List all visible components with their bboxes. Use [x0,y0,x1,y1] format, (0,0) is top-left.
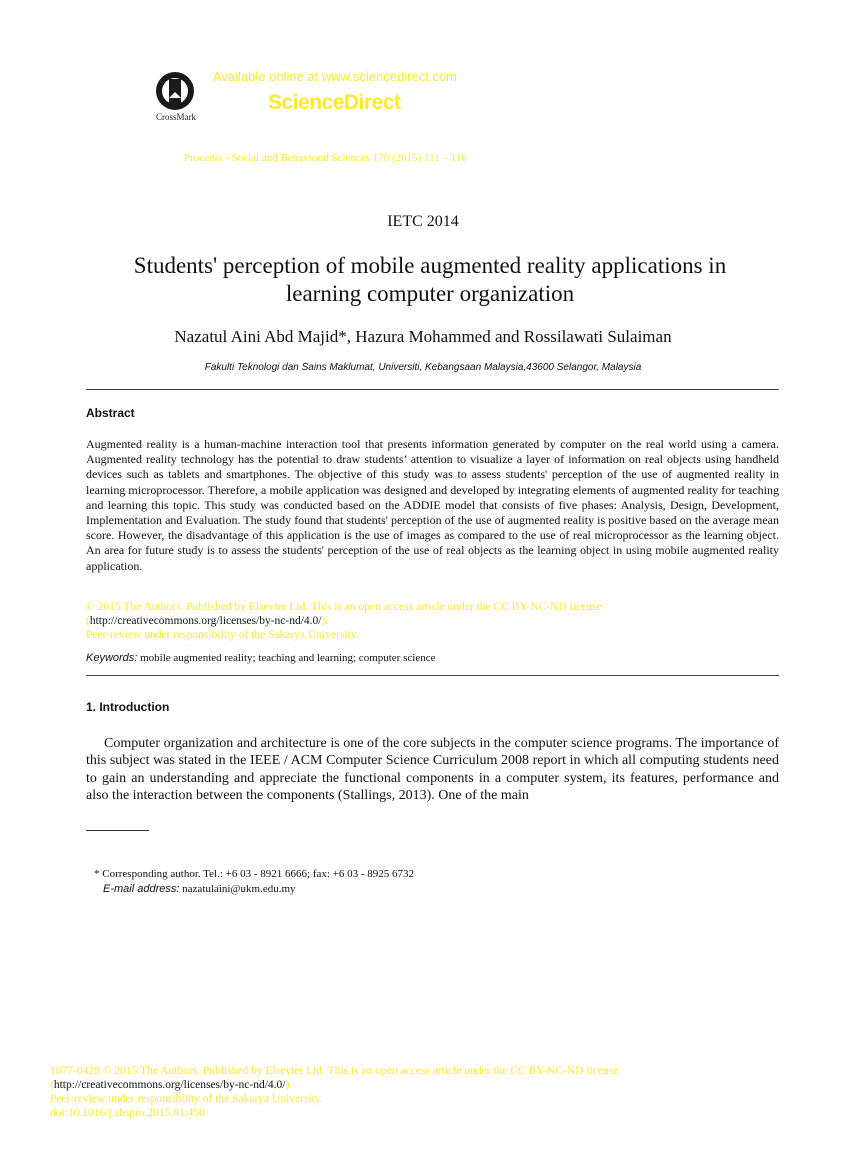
corresponding-author-footnote: * Corresponding author. Tel.: +6 03 - 8921 6666; fax: +6 03 - 8925 6732 [94,868,415,880]
email-label: E-mail address: [103,883,180,895]
sciencedirect-logo[interactable]: ScienceDirect [268,91,401,114]
footnote-divider [86,830,149,831]
title-line-1: Students' perception of mobile augmented reality applications in [133,253,727,278]
license-notice [86,600,602,642]
license-link-line [86,614,602,628]
paren-open: ( [86,615,90,627]
issn-license-line: 1877-0428 © 2015 The Authors. Published by Elsevier Ltd. This is an open access article under the CC BY-NC-ND license [50,1065,619,1077]
section-heading-introduction: 1. Introduction [86,700,170,714]
keywords-label: Keywords: [86,652,138,664]
crossmark-icon[interactable] [155,70,195,112]
author-list: Nazatul Aini Abd Majid*, Hazura Mohammed and Rossilawati Sulaiman [174,327,672,346]
bottom-license-link[interactable]: http://creativecommons.org/licenses/by-nc-nd/4.0/ [53,1079,286,1091]
license-line: © 2015 The Authors. Published by Elsevier Ltd. This is an open access article under the CC BY-NC-ND license [86,601,602,613]
abstract-heading: Abstract [86,406,135,420]
abstract-body: Augmented reality is a human-machine interaction tool that presents information generated by computer on the real world using a camera. Augmented reality technology has the potential to draw students’ attention to visualize a layer of information on real objects using handheld devices such as tablets and smartphones. The objective of this study was to assess students' perception of the use of augmented reality in learning microprocessor. Therefore, a mobile application was designed and developed by integrating elements of augmented reality for teaching and learning this topic. This study was conducted based on the ADDIE model that consists of five phases: Analysis, Design, Development, Implementation and Evaluation. The study found that students' perception of the use of augmented reality is positive based on the average mean score. However, the disadvantage of this application is the use of images as compared to the use of real microprocessor as the learning object. An area for future study is to assess the students' perception of the use of real objects as the learning object in using mobile augmented reality application. [86,437,779,573]
email-address[interactable]: nazatulaini@ukm.edu.my [182,883,296,895]
journal-citation: Procedia - Social and Behavioral Sciences 176 (2015) 111 – 116 [184,152,467,164]
keywords-list: mobile augmented reality; teaching and learning; computer science [140,652,436,664]
bottom-license-block [50,1064,618,1120]
peer-review-line: Peer-review under responsibility of the Sakarya University. [86,629,359,641]
paren-open: ( [50,1079,54,1091]
available-online-text[interactable]: Available online at www.sciencedirect.com [213,69,457,84]
bottom-license-link-line [50,1078,618,1092]
paren-close: ). [321,615,329,627]
introduction-body: Computer organization and architecture is one of the core subjects in the computer science programs. The importance of this subject was stated in the IEEE / ACM Computer Science Curriculum 2008 report in which all computing students need to gain an understanding and appreciate the functional components in a computer system, its features, performance and also the interaction between the components (Stallings, 2013). One of the main [86,736,779,804]
abstract-top-divider [86,389,779,390]
paper-title [80,252,780,308]
bottom-peer-review-line: Peer-review under responsibility of the Sakarya University. [50,1093,323,1105]
abstract-bottom-divider [86,675,779,676]
keywords [86,652,435,664]
conference-name: IETC 2014 [387,213,459,230]
title-line-2: learning computer organization [285,281,575,306]
license-link[interactable]: http://creativecommons.org/licenses/by-nc-nd/4.0/ [89,615,322,627]
email-footnote [103,883,296,895]
doi[interactable]: doi:10.1016/j.sbspro.2015.01.450 [50,1107,205,1119]
affiliation: Fakulti Teknologi dan Sains Maklumat, Universiti, Kebangsaan Malaysia,43600 Selangor, Malaysia [204,362,642,373]
crossmark-label: CrossMark [156,112,196,122]
paren-close: ). [285,1079,293,1091]
